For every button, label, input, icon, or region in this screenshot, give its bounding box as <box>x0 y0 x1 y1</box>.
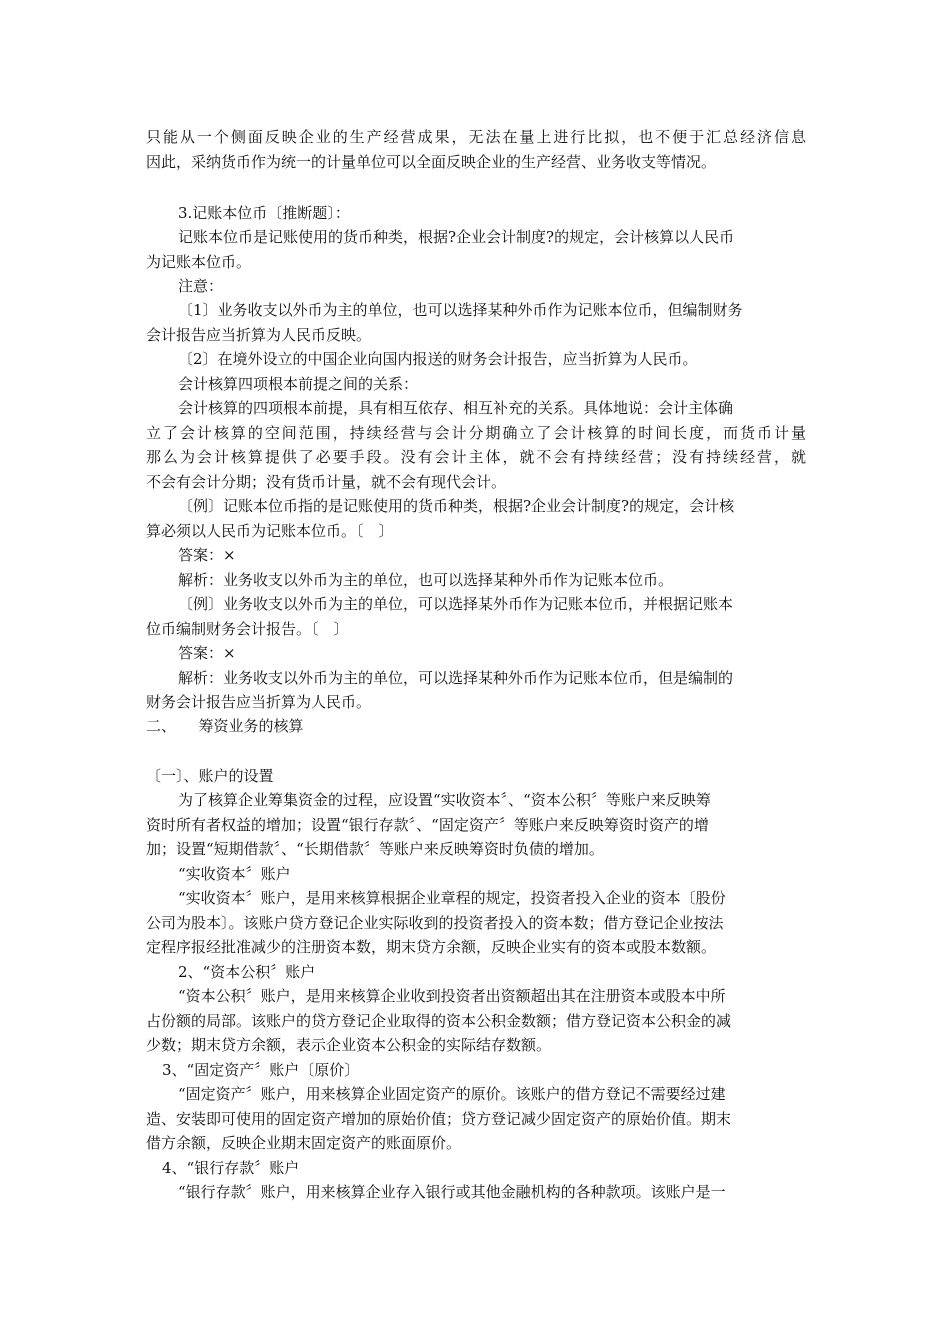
text-line: 为了核算企业筹集资金的过程，应设置“实收资本〞、“资本公积〞等账户来反映筹 <box>178 791 711 809</box>
text-line: “资本公积〞账户，是用来核算企业收到投资者出资额超出其在注册资本或股本中所 <box>178 987 726 1005</box>
text-line: 解析：业务收支以外币为主的单位，可以选择某种外币作为记账本位币，但是编制的 <box>178 669 734 687</box>
text-line: 财务会计报告应当折算为人民币。 <box>146 693 372 711</box>
text-line: 公司为股本〕。该账户贷方登记企业实际收到的投资者投入的资本数；借方登记企业按法 <box>146 914 724 932</box>
text-line: 解析：业务收支以外币为主的单位，也可以选择某种外币作为记账本位币。 <box>178 571 674 589</box>
text-line: 〔例〕业务收支以外币为主的单位，可以选择某外币作为记账本位币，并根据记账本 <box>178 595 734 613</box>
text-line: 会计报告应当折算为人民币反映。 <box>146 326 372 344</box>
text-line: 算必须以人民币为记账本位币。〔 〕 <box>146 522 394 540</box>
text-line: 会计核算的四项根本前提，具有相互依存、相互补充的关系。具体地说：会计主体确 <box>178 399 734 417</box>
text-line: 因此，采纳货币作为统一的计量单位可以全面反映企业的生产经营、业务收支等情况。 <box>146 153 717 171</box>
text-line: 〔2〕在境外设立的中国企业向国内报送的财务会计报告，应当折算为人民币。 <box>178 350 698 368</box>
subsection-heading: “实收资本〞账户 <box>178 865 291 883</box>
text-line: 记账本位币是记账使用的货币种类，根据?企业会计制度?的规定，会计核算以人民币 <box>178 228 735 246</box>
text-line: “固定资产〞账户，用来核算企业固定资产的原价。该账户的借方登记不需要经过建 <box>178 1085 726 1103</box>
text-line: 〔例〕记账本位币指的是记账使用的货币种类，根据?企业会计制度?的规定，会计核 <box>178 497 735 515</box>
text-line: 〔1〕业务收支以外币为主的单位，也可以选择某种外币作为记账本位币，但编制财务 <box>178 301 743 319</box>
text-line: 立了会计核算的空间范围，持续经营与会计分期确立了会计核算的时间长度，而货币计量 <box>146 424 806 442</box>
text-line: 加；设置“短期借款〞、“长期借款〞等账户来反映筹资时负债的增加。 <box>146 840 604 858</box>
text-line: 答案：× <box>178 644 236 662</box>
text-line: 不会有会计分期；没有货币计量，就不会有现代会计。 <box>146 473 507 491</box>
text-line: 借方余额，反映企业期末固定资产的账面原价。 <box>146 1134 462 1152</box>
section-heading: 〔一〕、账户的设置 <box>146 767 274 785</box>
text-line: “实收资本〞账户，是用来核算根据企业章程的规定，投资者投入企业的资本〔股份 <box>178 889 726 907</box>
text-line: 占份额的局部。该账户的贷方登记企业取得的资本公积金数额；借方登记资本公积金的减 <box>146 1012 732 1030</box>
text-line: 为记账本位币。 <box>146 253 252 271</box>
text-line: 会计核算四项根本前提之间的关系： <box>178 375 419 393</box>
text-line: 少数；期末贷方余额，表示企业资本公积金的实际结存数额。 <box>146 1036 552 1054</box>
text-line: 注意： <box>178 277 224 295</box>
subsection-heading: 3、“固定资产〞账户〔原价〕 <box>162 1061 360 1079</box>
section-heading: 二、 筹资业务的核算 <box>146 717 304 735</box>
subsection-heading: 2、“资本公积〞账户 <box>178 963 316 981</box>
text-line: 资时所有者权益的增加；设置“银行存款〞、“固定资产〞等账户来反映筹资时资产的增 <box>146 816 709 834</box>
text-line: 位币编制财务会计报告。〔 〕 <box>146 620 349 638</box>
text-line: 答案：× <box>178 546 236 564</box>
section-heading: 3.记账本位币〔推断题〕： <box>178 204 350 222</box>
text-line: 只能从一个侧面反映企业的生产经营成果，无法在量上进行比拟，也不便于汇总经济信息 <box>146 128 806 146</box>
text-line: “银行存款〞账户，用来核算企业存入银行或其他金融机构的各种款项。该账户是一 <box>178 1183 726 1201</box>
text-line: 定程序报经批准减少的注册资本数，期末贷方余额，反映企业实有的资本或股本数额。 <box>146 938 717 956</box>
text-line: 造、安装即可使用的固定资产增加的原始价值；贷方登记减少固定资产的原始价值。期末 <box>146 1110 732 1128</box>
subsection-heading: 4、“银行存款〞账户 <box>162 1159 300 1177</box>
text-line: 那么为会计核算提供了必要手段。没有会计主体，就不会有持续经营；没有持续经营，就 <box>146 448 806 466</box>
